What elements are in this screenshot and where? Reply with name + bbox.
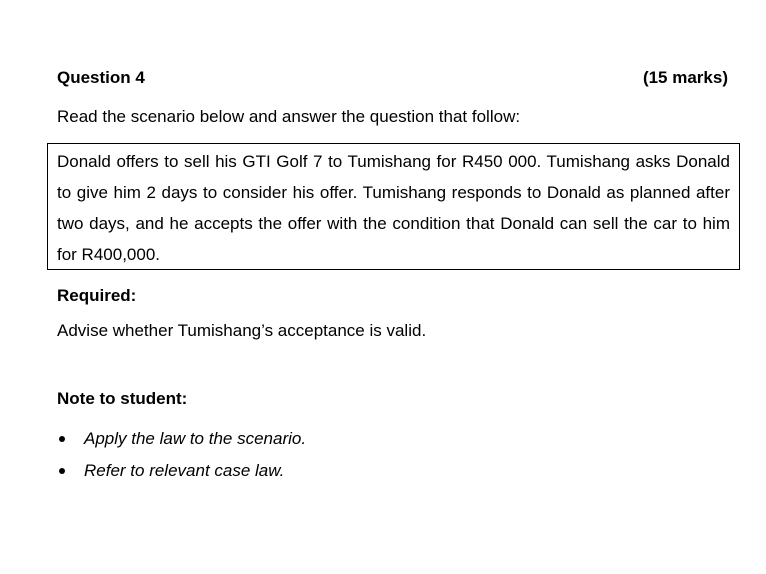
note-list <box>57 423 306 487</box>
bullet-icon <box>59 436 65 442</box>
list-item <box>57 423 306 455</box>
question-marks: (15 marks) <box>642 68 728 87</box>
note-item-text: Apply the law to the scenario. <box>84 429 307 448</box>
list-item <box>57 455 306 487</box>
required-heading: Required: <box>57 286 137 305</box>
scenario-box: Donald offers to sell his GTI Golf 7 to Tumishang for R450 000. Tumishang asks Donald to give him 2 days to consider his offer. Tumishang responds to Donald as planned after two days, and he accepts the offer with the condition that Donald can sell the car to him for R400,000. <box>47 143 740 270</box>
question-header <box>57 66 728 90</box>
note-heading: Note to student: <box>57 389 188 408</box>
bullet-icon <box>59 468 65 474</box>
required-text: Advise whether Tumishang’s acceptance is valid. <box>57 321 427 340</box>
instruction-text: Read the scenario below and answer the question that follow: <box>57 107 521 126</box>
note-item-text: Refer to relevant case law. <box>84 461 285 480</box>
question-title: Question 4 <box>57 68 145 87</box>
